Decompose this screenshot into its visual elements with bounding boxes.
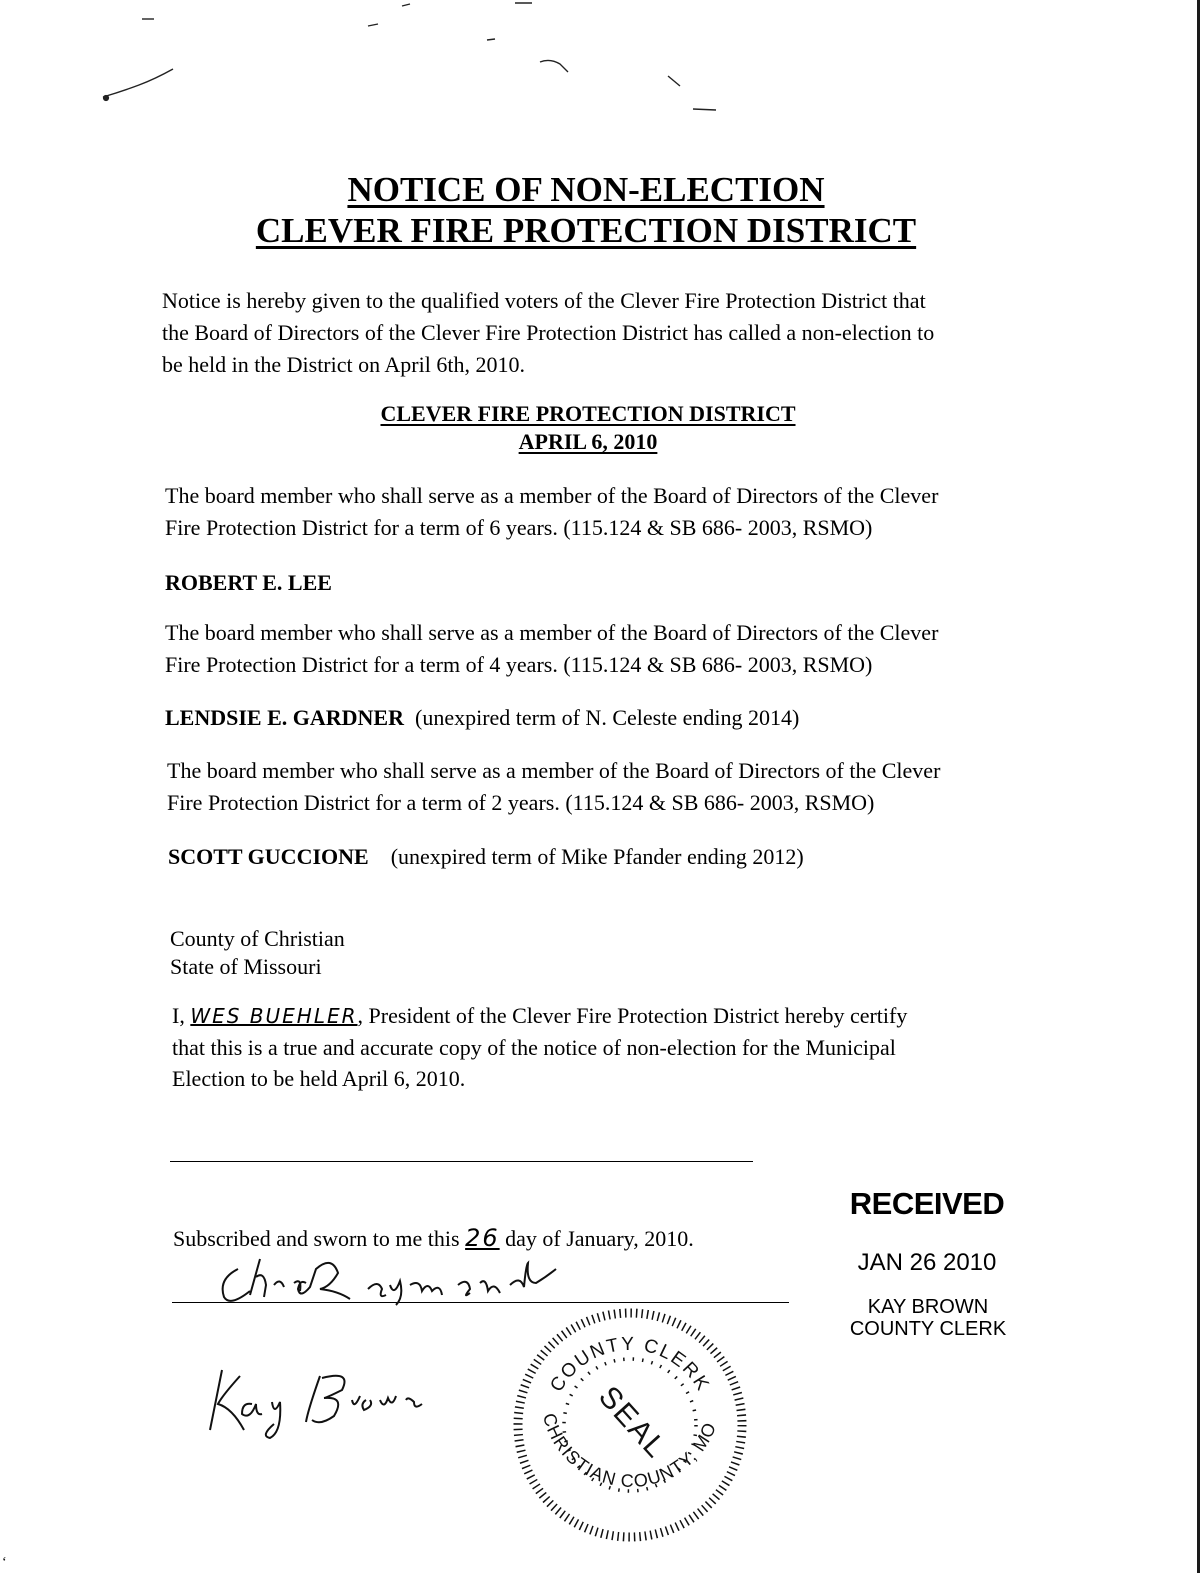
- notice-title: NOTICE OF NON-ELECTION: [347, 170, 825, 209]
- received-stamp-clerk: KAY BROWN COUNTY CLERK: [849, 1296, 1007, 1340]
- candidate-robert-lee: ROBERT E. LEE: [165, 570, 332, 595]
- term-paragraph-2yr: The board member who shall serve as a member of the Board of Directors of the Clever Fire Protection District for a term of 2 years. (115.124 & SB 686- 2003, RSMO): [167, 758, 941, 815]
- county-clerk-seal: [512, 1300, 748, 1550]
- received-stamp-label: RECEIVED: [849, 1186, 1005, 1221]
- certification-paragraph: I, WES BUEHLER, President of the Clever Fire Protection District hereby certify that this is a true and accurate copy of the notice of non-election for the Municipal Election to be held April 6, 2010.: [172, 1003, 908, 1091]
- scan-specks: [0, 0, 1200, 140]
- district-title: CLEVER FIRE PROTECTION DISTRICT: [255, 211, 917, 250]
- section-date: APRIL 6, 2010: [518, 429, 658, 454]
- handwritten-day: 26: [465, 1224, 500, 1252]
- received-stamp-date: JAN 26 2010: [857, 1249, 997, 1276]
- venue-block: County of Christian State of Missouri: [170, 926, 345, 979]
- candidate-scott-guccione: SCOTT GUCCIONE (unexpired term of Mike Pfander ending 2012): [168, 844, 804, 869]
- sworn-statement: Subscribed and sworn to me this 26 day of January, 2010.: [173, 1224, 694, 1252]
- svg-text:CHRISTIAN COUNTY, MO: CHRISTIAN COUNTY, MO: [538, 1410, 721, 1492]
- signature-kay-brown: [200, 1360, 460, 1440]
- handwritten-president-name: WES BUEHLER: [190, 1004, 358, 1028]
- intro-paragraph: Notice is hereby given to the qualified voters of the Clever Fire Protection District that the Board of Directors of the Clever Fire Protection District has called a non-election to be held in the District on April 6th, 2010.: [162, 288, 935, 377]
- section-heading: CLEVER FIRE PROTECTION DISTRICT: [380, 401, 796, 426]
- svg-text:SEAL: SEAL: [591, 1380, 674, 1466]
- signature-line: [170, 1161, 753, 1162]
- term-paragraph-4yr: The board member who shall serve as a member of the Board of Directors of the Clever Fire Protection District for a term of 4 years. (115.124 & SB 686- 2003, RSMO): [165, 620, 939, 677]
- svg-text:COUNTY CLERK: COUNTY CLERK: [546, 1333, 714, 1396]
- scan-edge-mark: ʻ: [2, 1555, 7, 1570]
- candidate-lendsie-gardner: LENDSIE E. GARDNER (unexpired term of N. Celeste ending 2014): [165, 705, 800, 730]
- term-paragraph-6yr: The board member who shall serve as a member of the Board of Directors of the Clever Fire Protection District for a term of 6 years. (115.124 & SB 686- 2003, RSMO): [165, 483, 939, 540]
